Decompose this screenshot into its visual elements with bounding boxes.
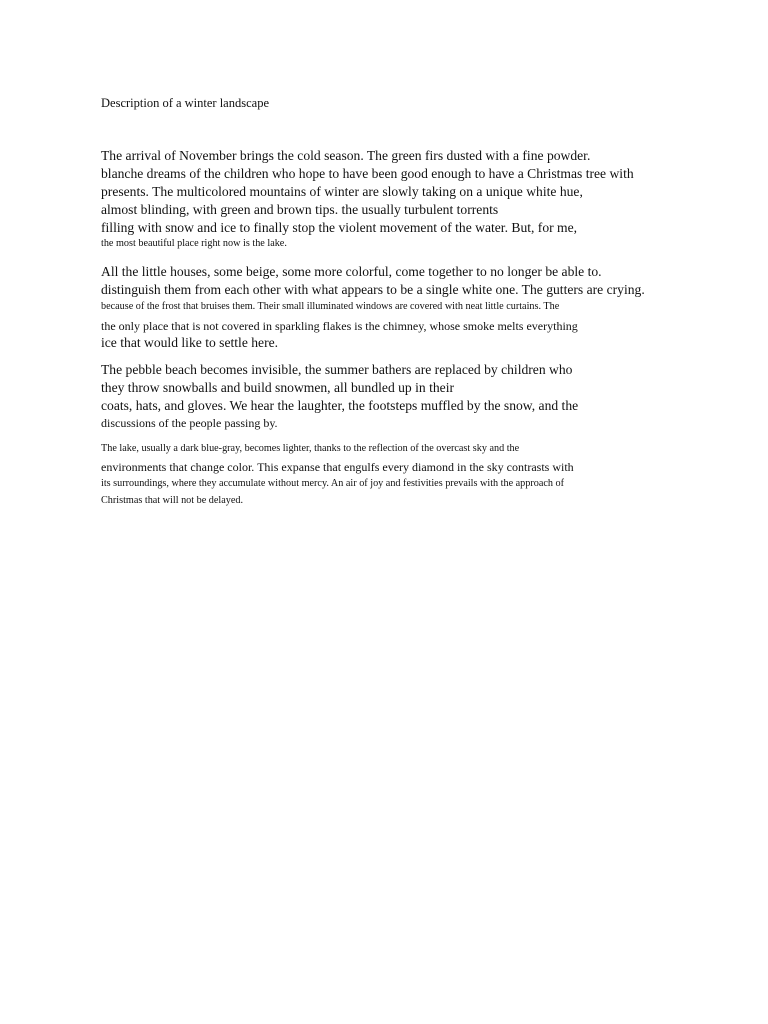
paragraph-line: discussions of the people passing by. xyxy=(101,416,278,430)
paragraph-line: because of the frost that bruises them. Their small illuminated windows are covered with neat little curtains. The xyxy=(101,301,560,312)
paragraph-line: environments that change color. This expanse that engulfs every diamond in the sky contrasts with xyxy=(101,460,574,474)
paragraph-line: Christmas that will not be delayed. xyxy=(101,495,244,506)
paragraph-line: filling with snow and ice to finally stop the violent movement of the water. But, for me, xyxy=(101,220,578,235)
paragraph-line: blanche dreams of the children who hope to have been good enough to have a Christmas tree with xyxy=(101,166,634,181)
paragraph-line: The arrival of November brings the cold season. The green firs dusted with a fine powder. xyxy=(101,148,591,163)
document-title: Description of a winter landscape xyxy=(101,96,269,110)
paragraph-line: they throw snowballs and build snowmen, all bundled up in their xyxy=(101,380,455,395)
paragraph-line: presents. The multicolored mountains of winter are slowly taking on a unique white hue, xyxy=(101,184,583,199)
paragraph-line: the only place that is not covered in sparkling flakes is the chimney, whose smoke melts everything xyxy=(101,319,578,333)
paragraph-line: almost blinding, with green and brown tips. the usually turbulent torrents xyxy=(101,202,499,217)
paragraph-line: coats, hats, and gloves. We hear the laughter, the footsteps muffled by the snow, and the xyxy=(101,398,579,413)
paragraph-line: The pebble beach becomes invisible, the summer bathers are replaced by children who xyxy=(101,362,573,377)
paragraph-line: ice that would like to settle here. xyxy=(101,335,279,350)
paragraph-line: distinguish them from each other with what appears to be a single white one. The gutters are crying. xyxy=(101,282,645,297)
paragraph-line: All the little houses, some beige, some more colorful, come together to no longer be able to. xyxy=(101,264,602,279)
paragraph-line: the most beautiful place right now is the lake. xyxy=(101,238,287,249)
paragraph-line: its surroundings, where they accumulate without mercy. An air of joy and festivities prevails with the approach of xyxy=(101,478,565,489)
paragraph-line: The lake, usually a dark blue-gray, becomes lighter, thanks to the reflection of the overcast sky and the xyxy=(101,443,520,454)
